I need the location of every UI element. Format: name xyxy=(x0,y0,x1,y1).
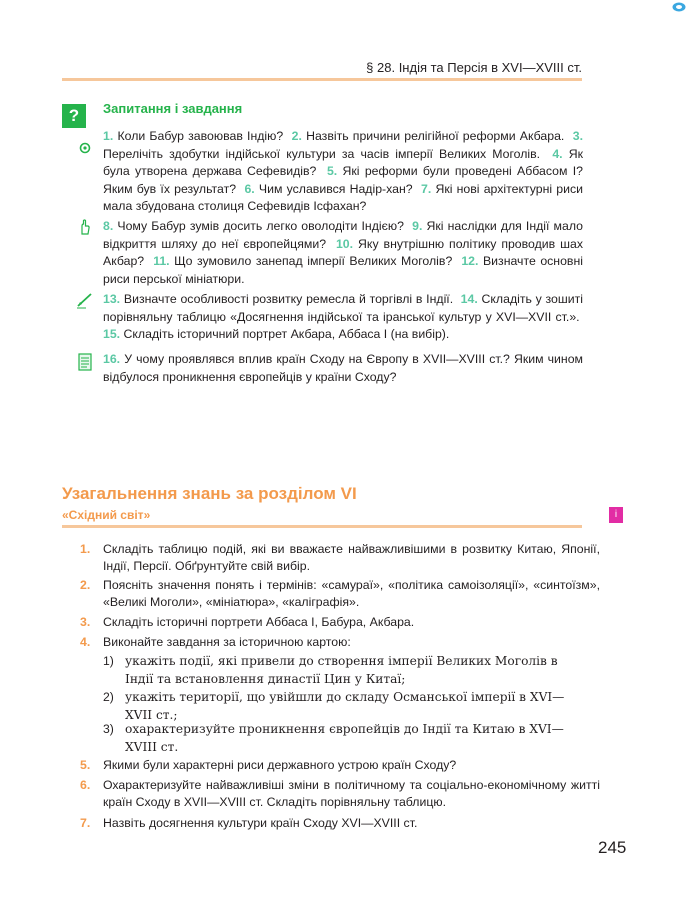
questions-title: Запитання і завдання xyxy=(103,101,243,116)
item-text: Виконайте завдання за історичною картою: xyxy=(103,635,351,649)
memory-icon xyxy=(76,139,94,157)
question-text: Складіть у зошиті порівняльну таблицю «Досягнення індійської та іранської культур у XVI—XVII ст.». xyxy=(103,292,583,324)
item-text: Назвіть досягнення культури країн Сходу XVI—XVIII ст. xyxy=(103,816,418,830)
summary-item xyxy=(80,614,600,631)
subitem-number: 2) xyxy=(103,690,114,704)
map-task-subitem xyxy=(103,720,583,756)
question-number: 3. xyxy=(572,129,583,143)
summary-item xyxy=(80,634,600,651)
item-number: 6. xyxy=(80,778,91,792)
question-text: Коли Бабур завоював Індію? xyxy=(117,129,284,143)
question-number: 5. xyxy=(326,164,338,179)
question-text: Назвіть причини релігійної реформи Акбара. xyxy=(306,129,565,143)
question-number: 9. xyxy=(412,219,423,233)
item-text: Складіть історичні портрети Аббаса І, Бабура, Акбара. xyxy=(103,615,415,629)
summary-title: Узагальнення знань за розділом VI xyxy=(62,484,357,503)
question-text: Що зумовило занепад імперії Великих Моголів? xyxy=(174,254,453,269)
section-tab-marker: і xyxy=(609,507,623,523)
item-number: 3. xyxy=(80,615,91,629)
summary-item xyxy=(80,815,600,832)
summary-item xyxy=(80,757,600,774)
item-text: Складіть таблицю подій, які ви вважаєте найважливішими в розвитку Китаю, Японії, Індії, Персії. Обґрунтуйте свій вибір. xyxy=(103,542,600,574)
subitem-number: 3) xyxy=(103,722,114,736)
subitem-text: охарактеризуйте проникнення європейців до Індії та Китаю в XVI—XVIII ст. xyxy=(125,722,564,754)
questions-group-understand xyxy=(103,218,583,288)
question-text: У чому проявлявся вплив країн Сходу на Європу в XVII—XVIII ст.? Яким чином відбулося проникнення європейців у країни Сходу? xyxy=(103,352,583,384)
pen-icon xyxy=(76,291,94,309)
question-number: 11. xyxy=(153,254,170,269)
question-number: 15. xyxy=(103,327,121,342)
running-header: § 28. Індія та Персія в XVI—XVIII ст. xyxy=(366,60,582,75)
question-number: 2. xyxy=(291,129,302,143)
hand-icon xyxy=(76,218,94,236)
subitem-number: 1) xyxy=(103,654,114,668)
subitem-text: укажіть території, що увійшли до складу Османської імперії в XVI—XVII ст.; xyxy=(125,690,565,722)
questions-group-apply xyxy=(103,291,583,344)
question-number: 1. xyxy=(103,129,114,143)
summary-subtitle: «Східний світ» xyxy=(62,508,151,522)
questions-group-analyze xyxy=(103,351,583,386)
question-text: Визначте особливості розвитку ремесла й торгівлі в Індії. xyxy=(123,292,454,306)
question-text: Чим уславився Надір-хан? xyxy=(258,181,413,196)
summary-item xyxy=(80,541,600,575)
summary-rule xyxy=(62,525,582,528)
question-text: Які реформи були проведені Аббасом І? Яким був їх результат? xyxy=(103,164,583,196)
question-number: 13. xyxy=(103,292,121,306)
summary-item xyxy=(80,577,600,611)
question-number: 12. xyxy=(461,254,479,269)
item-number: 1. xyxy=(80,542,91,556)
header-rule xyxy=(62,78,582,81)
question-text: Складіть історичний портрет Акбара, Аббаса І (на вибір). xyxy=(123,327,450,342)
item-number: 4. xyxy=(80,635,91,649)
questions-group-recall xyxy=(103,128,583,216)
question-text: Перелічіть здобутки індійської культури за часів імперії Великих Моголів. xyxy=(103,146,541,161)
map-task-subitem xyxy=(103,688,583,724)
notebook-icon xyxy=(76,353,94,371)
question-number: 7. xyxy=(421,181,432,196)
question-text: Як була утворена держава Сефевидів? xyxy=(103,146,583,179)
item-text: Якими були характерні риси державного устрою країн Сходу? xyxy=(103,758,457,772)
item-text: Поясніть значення понять і термінів: «самураї», «політика самоізоляції», «синтоїзм», «Великі Моголи», «мініатюра», «каліграфія». xyxy=(103,578,600,610)
page-number: 245 xyxy=(598,838,627,857)
question-text: Які наслідки для Індії мало відкриття шляху до неї європейцями? xyxy=(103,219,583,251)
subitem-text: укажіть події, які привели до створення імперії Великих Моголів в Індії та встановлення династії Цин у Китаї; xyxy=(125,654,558,686)
question-text: Які нові архітектурні риси мала збудована столиця Сефевидів Ісфахан? xyxy=(103,181,584,214)
item-number: 7. xyxy=(80,816,91,830)
question-number: 10. xyxy=(335,236,354,251)
question-text: Визначте основні риси перської мініатюри. xyxy=(103,254,583,286)
question-text: Яку внутрішню політику проводив шах Акбар? xyxy=(103,236,583,269)
question-number: 14. xyxy=(460,292,478,306)
question-badge-icon: ? xyxy=(62,104,86,128)
item-text: Охарактеризуйте найважливіші зміни в політичному та соціально-економічному житті країн Сходу в XVII—XVIII ст. Складіть порівняльну таблицю. xyxy=(103,778,600,810)
question-number: 16. xyxy=(103,352,121,366)
map-task-subitem xyxy=(103,652,583,688)
question-number: 6. xyxy=(244,181,255,196)
question-number: 8. xyxy=(103,219,114,233)
summary-item xyxy=(80,777,600,811)
item-number: 2. xyxy=(80,578,91,592)
item-number: 5. xyxy=(80,758,91,772)
question-number: 4. xyxy=(552,146,563,161)
question-text: Чому Бабур зумів досить легко оволодіти Індією? xyxy=(117,219,404,233)
publisher-logo-icon xyxy=(672,2,686,12)
